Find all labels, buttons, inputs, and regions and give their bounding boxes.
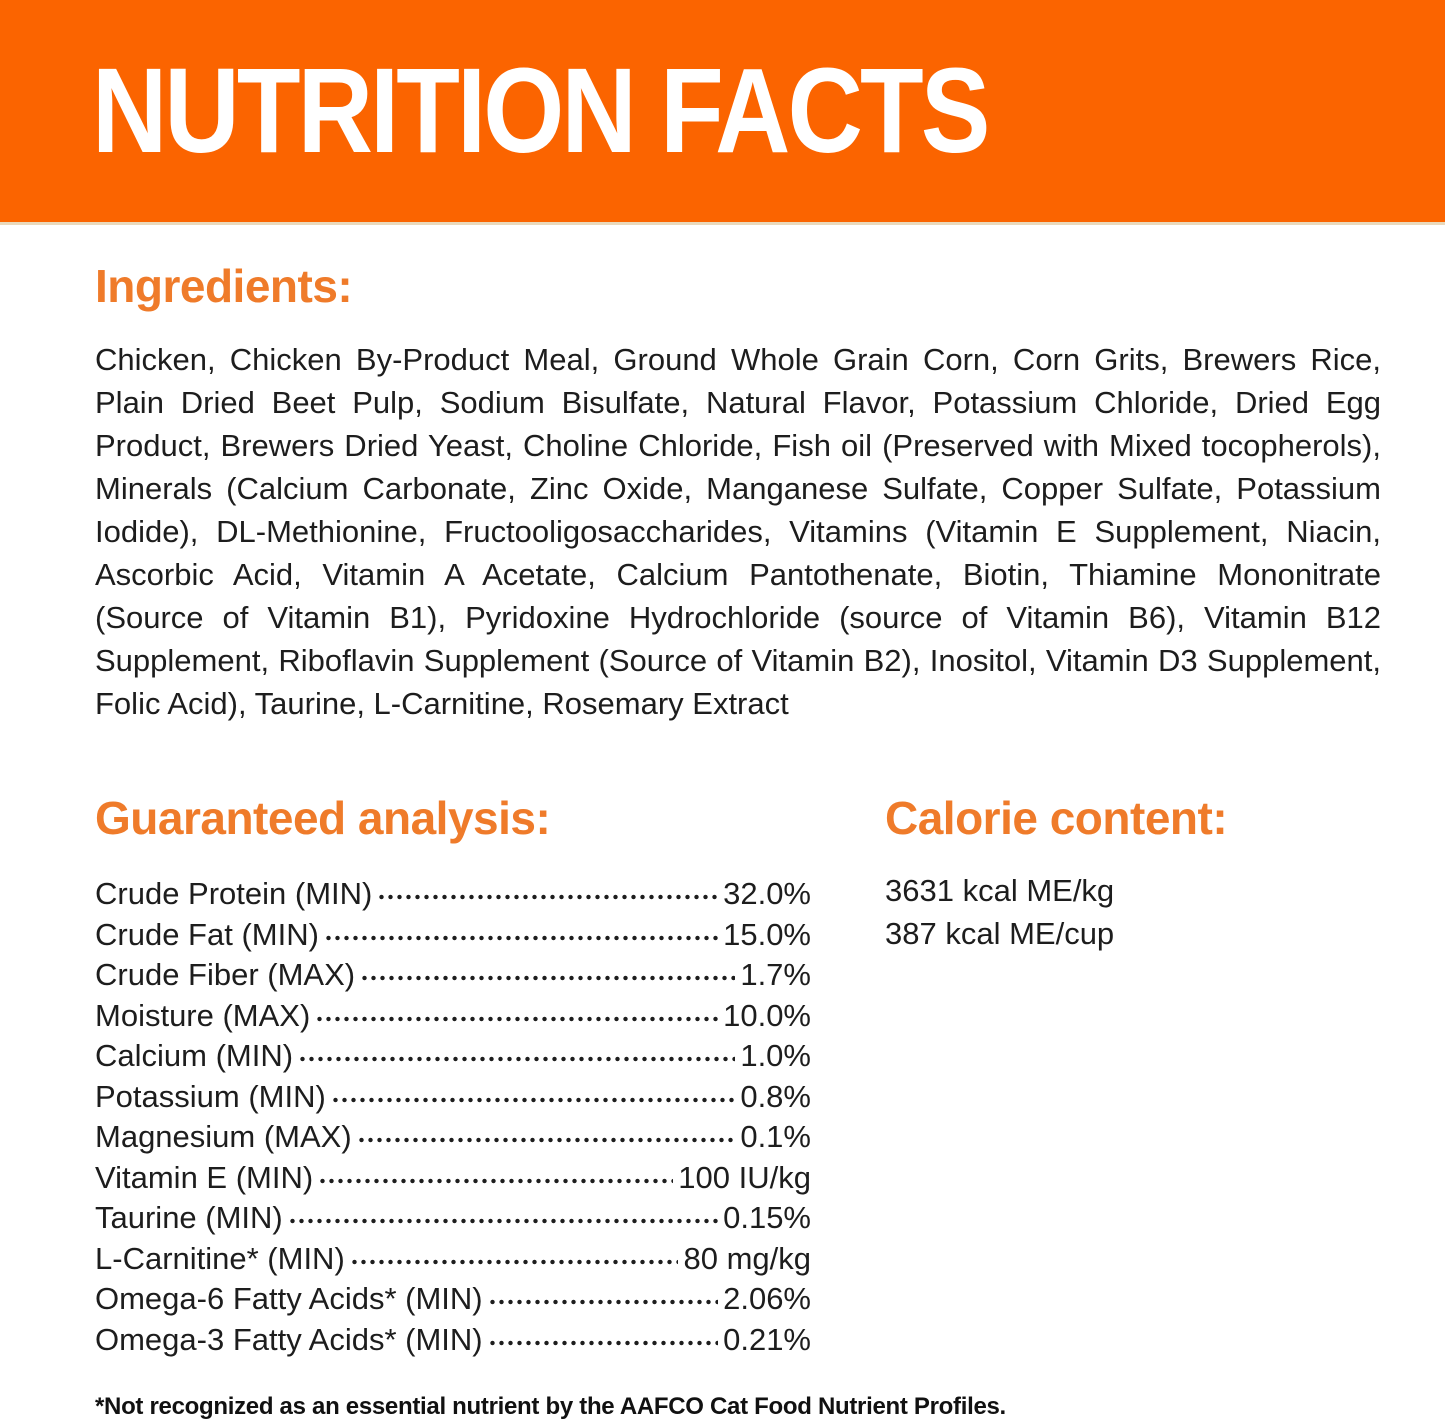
analysis-row xyxy=(95,1319,811,1360)
analysis-value: 2.06% xyxy=(723,1281,811,1317)
dotted-leader xyxy=(488,1319,719,1350)
dotted-leader xyxy=(357,1116,736,1147)
analysis-row xyxy=(95,1238,811,1279)
analysis-row xyxy=(95,954,811,995)
analysis-label: Crude Fiber (MAX) xyxy=(95,957,356,993)
dotted-leader xyxy=(288,1197,718,1228)
analysis-label: Magnesium (MAX) xyxy=(95,1119,352,1155)
analysis-value: 15.0% xyxy=(723,916,811,952)
analysis-value: 1.0% xyxy=(740,1038,811,1074)
dotted-leader xyxy=(488,1278,719,1309)
analysis-label: Potassium (MIN) xyxy=(95,1078,326,1114)
analysis-row xyxy=(95,1197,811,1238)
header-band xyxy=(0,0,1445,225)
analysis-label: Calcium (MIN) xyxy=(95,1038,294,1074)
analysis-label: Vitamin E (MIN) xyxy=(95,1159,314,1195)
analysis-label: Moisture (MAX) xyxy=(95,997,311,1033)
analysis-label: Crude Protein (MIN) xyxy=(95,876,373,912)
analysis-label: Taurine (MIN) xyxy=(95,1200,283,1236)
dotted-leader xyxy=(331,1076,736,1107)
dotted-leader xyxy=(360,954,735,985)
analysis-value: 100 IU/kg xyxy=(678,1159,811,1195)
calorie-lines xyxy=(885,869,1227,955)
page-title: NUTRITION FACTS xyxy=(92,42,988,178)
calorie-line: 387 kcal ME/cup xyxy=(885,916,1115,952)
guaranteed-analysis-heading: Guaranteed analysis: xyxy=(95,791,551,844)
dotted-leader xyxy=(377,873,718,904)
analysis-value: 0.8% xyxy=(740,1078,811,1114)
analysis-value: 10.0% xyxy=(723,997,811,1033)
analysis-row xyxy=(95,1157,811,1198)
analysis-row xyxy=(95,873,811,914)
analysis-label: Omega-6 Fatty Acids* (MIN) xyxy=(95,1281,483,1317)
aafco-footnote: *Not recognized as an essential nutrient by the AAFCO Cat Food Nutrient Profiles. xyxy=(95,1393,1006,1421)
analysis-value: 0.1% xyxy=(740,1119,811,1155)
analysis-row xyxy=(95,1035,811,1076)
analysis-value: 1.7% xyxy=(740,957,811,993)
analysis-label: Crude Fat (MIN) xyxy=(95,916,319,952)
dotted-leader xyxy=(324,914,718,945)
analysis-row xyxy=(95,914,811,955)
dotted-leader xyxy=(298,1035,735,1066)
calorie-content-heading: Calorie content: xyxy=(885,791,1228,844)
analysis-value: 0.15% xyxy=(723,1200,811,1236)
lower-columns xyxy=(95,793,1381,1360)
label-content xyxy=(0,225,1445,1421)
guaranteed-analysis-list xyxy=(95,873,811,1359)
analysis-value: 32.0% xyxy=(723,876,811,912)
analysis-label: L-Carnitine* (MIN) xyxy=(95,1240,345,1276)
analysis-row xyxy=(95,1278,811,1319)
analysis-row xyxy=(95,1116,811,1157)
analysis-value: 0.21% xyxy=(723,1321,811,1357)
calorie-content-section xyxy=(885,793,1227,1360)
analysis-value: 80 mg/kg xyxy=(683,1240,811,1276)
calorie-line: 3631 kcal ME/kg xyxy=(885,873,1115,909)
ingredients-heading: Ingredients: xyxy=(95,260,353,312)
analysis-label: Omega-3 Fatty Acids* (MIN) xyxy=(95,1321,483,1357)
ingredients-text: Chicken, Chicken By-Product Meal, Ground Whole Grain Corn, Corn Grits, Brewers Rice, Plain Dried Beet Pulp, Sodium Bisulfate, Natural Flavor, Potassium Chloride, Dried Egg Product, Brewers Dried Yeast, Choline Chloride, Fish oil (Preserved with Mixed tocopherols), Minerals (Calcium Carbonate, Zinc Oxide, Manganese Sulfate, Copper Sulfate, Potassium Iodide), DL-Methionine, Fructooligosaccharides, Vitamins (Vitamin E Supplement, Niacin, Ascorbic Acid, Vitamin A Acetate, Calcium Pantothenate, Biotin, Thiamine Mononitrate (Source of Vitamin B1), Pyridoxine Hydrochloride (source of Vitamin B6), Vitamin B12 Supplement, Riboflavin Supplement (Source of Vitamin B2), Inositol, Vitamin D3 Supplement, Folic Acid), Taurine, L-Carnitine, Rosemary Extract xyxy=(95,341,1381,721)
dotted-leader xyxy=(318,1157,673,1188)
dotted-leader xyxy=(315,995,718,1026)
guaranteed-analysis-section xyxy=(95,793,811,1360)
dotted-leader xyxy=(350,1238,679,1269)
analysis-row xyxy=(95,1076,811,1117)
analysis-row xyxy=(95,995,811,1036)
